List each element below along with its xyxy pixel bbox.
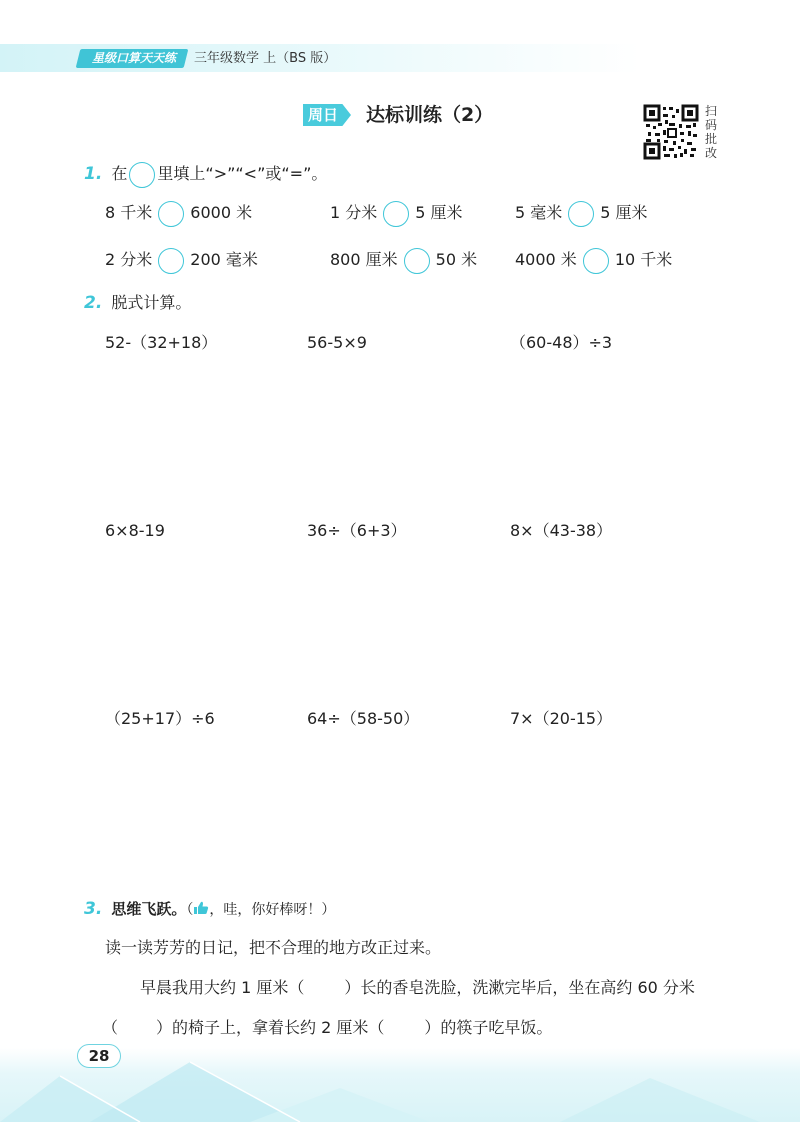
- q3-heading: 3. 思维飞跃。（ ，哇，你好棒呀！）: [84, 899, 336, 919]
- q3-instruction: 读一读芳芳的日记，把不合理的地方改正过来。: [105, 938, 442, 957]
- thumbs-up-icon: [193, 901, 209, 915]
- q3-prompt: 思维飞跃。: [111, 900, 187, 918]
- day-label: 周日: [307, 106, 338, 124]
- q2-number: 2.: [84, 293, 103, 313]
- page-number: 28: [88, 1047, 110, 1065]
- compare-item: 5 毫米 5 厘米: [515, 198, 648, 228]
- series-title: 星级口算天天练: [91, 51, 176, 65]
- expression: 36÷（6+3）: [307, 521, 407, 540]
- answer-circle[interactable]: [383, 201, 409, 227]
- q1-number: 1.: [84, 164, 103, 184]
- qr-scan-label: 扫 码 批 改: [704, 104, 717, 160]
- q3-hint: ，哇，你好棒呀！）: [209, 902, 336, 918]
- answer-circle[interactable]: [568, 201, 594, 227]
- expression: （60-48）÷3: [510, 333, 613, 352]
- book-subtitle: 三年级数学 上（BS 版）: [194, 51, 337, 66]
- compare-item: 800 厘米 50 米: [330, 245, 477, 275]
- q1-prompt-before: 在: [111, 164, 128, 183]
- diary-line-2: （ ）的椅子上，拿着长约 2 厘米（ ）的筷子吃早饭。: [102, 1018, 553, 1037]
- q2-heading: [84, 290, 191, 316]
- page-title: 达标训练（2）: [366, 104, 494, 126]
- expression: 6×8-19: [105, 521, 165, 540]
- expression: 52-（32+18）: [105, 333, 218, 352]
- q2-prompt: 脱式计算。: [111, 293, 192, 312]
- expression: 8×（43-38）: [510, 521, 613, 540]
- expression: 7×（20-15）: [510, 709, 613, 728]
- circle-sample: [129, 162, 155, 188]
- answer-circle[interactable]: [158, 248, 184, 274]
- compare-item: 8 千米 6000 米: [105, 198, 252, 228]
- answer-circle[interactable]: [404, 248, 430, 274]
- expression: 64÷（58-50）: [307, 709, 420, 728]
- compare-item: 1 分米 5 厘米: [330, 198, 463, 228]
- answer-circle[interactable]: [583, 248, 609, 274]
- compare-item: 4000 米 10 千米: [515, 245, 672, 275]
- expression: （25+17）÷6: [105, 709, 215, 728]
- compare-item: 2 分米 200 毫米: [105, 245, 258, 275]
- qr-code-icon[interactable]: [643, 104, 699, 160]
- q3-number: 3.: [84, 899, 103, 919]
- q1-prompt-after: 里填上“>”“<”或“=”。: [157, 164, 328, 183]
- diary-line-1: 早晨我用大约 1 厘米（ ）长的香皂洗脸，洗漱完毕后，坐在高约 60 分米: [140, 978, 695, 997]
- q1-heading: [84, 160, 327, 188]
- answer-circle[interactable]: [158, 201, 184, 227]
- expression: 56-5×9: [307, 333, 367, 352]
